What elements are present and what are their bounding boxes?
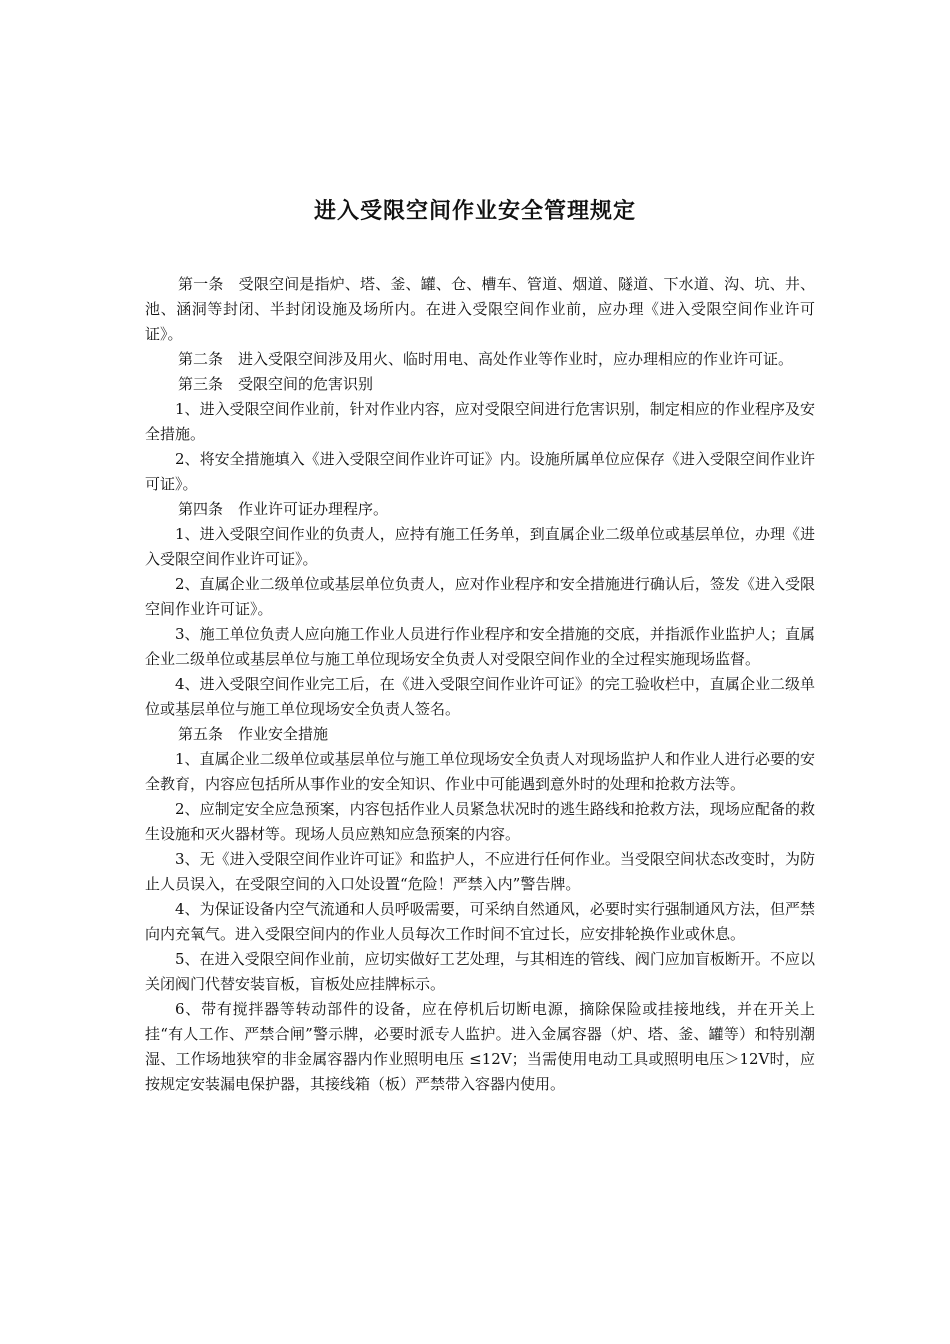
article-5-item-3: 3、无《进入受限空间作业许可证》和监护人，不应进行任何作业。当受限空间状态改变时，为防止人员误入，在受限空间的入口处设置“危险！严禁入内”警告牌。 xyxy=(145,850,815,893)
article-3-item-1: 1、进入受限空间作业前，针对作业内容，应对受限空间进行危害识别，制定相应的作业程序及安全措施。 xyxy=(145,400,815,443)
article-4-heading: 第四条 作业许可证办理程序。 xyxy=(178,500,389,518)
article-5-heading: 第五条 作业安全措施 xyxy=(178,725,329,743)
article-2-paragraph: 第二条 进入受限空间涉及用火、临时用电、高处作业等作业时，应办理相应的作业许可证。 xyxy=(178,350,794,368)
document-title: 进入受限空间作业安全管理规定 xyxy=(313,199,636,224)
article-4-item-2: 2、直属企业二级单位或基层单位负责人，应对作业程序和安全措施进行确认后，签发《进入受限空间作业许可证》。 xyxy=(145,575,815,618)
article-4-item-1: 1、进入受限空间作业的负责人，应持有施工任务单，到直属企业二级单位或基层单位，办理《进入受限空间作业许可证》。 xyxy=(145,525,815,568)
article-5-item-5: 5、在进入受限空间作业前，应切实做好工艺处理，与其相连的管线、阀门应加盲板断开。不应以关闭阀门代替安装盲板，盲板处应挂牌标示。 xyxy=(145,950,815,993)
article-4-item-4: 4、进入受限空间作业完工后，在《进入受限空间作业许可证》的完工验收栏中，直属企业二级单位或基层单位与施工单位现场安全负责人签名。 xyxy=(145,675,815,718)
article-5-item-4: 4、为保证设备内空气流通和人员呼吸需要，可采纳自然通风，必要时实行强制通风方法，但严禁向内充氧气。进入受限空间内的作业人员每次工作时间不宜过长，应安排轮换作业或休息。 xyxy=(145,900,815,943)
document-body xyxy=(145,272,815,1097)
article-4-item-3: 3、施工单位负责人应向施工作业人员进行作业程序和安全措施的交底，并指派作业监护人；直属企业二级单位或基层单位与施工单位现场安全负责人对受限空间作业的全过程实施现场监督。 xyxy=(145,625,815,668)
article-5-item-6: 6、带有搅拌器等转动部件的设备，应在停机后切断电源，摘除保险或挂接地线，并在开关上挂“有人工作、严禁合闸”警示牌，必要时派专人监护。进入金属容器（炉、塔、釜、罐等）和特别潮湿、工作场地狭窄的非金属容器内作业照明电压 ≤12V；当需使用电动工具或照明电压＞12V时，应按规定安装漏电保护器，其接线箱（板）严禁带入容器内使用。 xyxy=(145,1000,815,1093)
article-3-item-2: 2、将安全措施填入《进入受限空间作业许可证》内。设施所属单位应保存《进入受限空间作业许可证》。 xyxy=(145,450,815,493)
article-3-heading: 第三条 受限空间的危害识别 xyxy=(178,375,374,393)
article-1-paragraph: 第一条 受限空间是指炉、塔、釜、罐、仓、槽车、管道、烟道、隧道、下水道、沟、坑、井、池、涵洞等封闭、半封闭设施及场所内。在进入受限空间作业前，应办理《进入受限空间作业许可证》。 xyxy=(145,275,815,343)
article-5-item-1: 1、直属企业二级单位或基层单位与施工单位现场安全负责人对现场监护人和作业人进行必要的安全教育，内容应包括所从事作业的安全知识、作业中可能遇到意外时的处理和抢救方法等。 xyxy=(145,750,815,793)
article-5-item-2: 2、应制定安全应急预案，内容包括作业人员紧急状况时的逃生路线和抢救方法，现场应配备的救生设施和灭火器材等。现场人员应熟知应急预案的内容。 xyxy=(145,800,815,843)
